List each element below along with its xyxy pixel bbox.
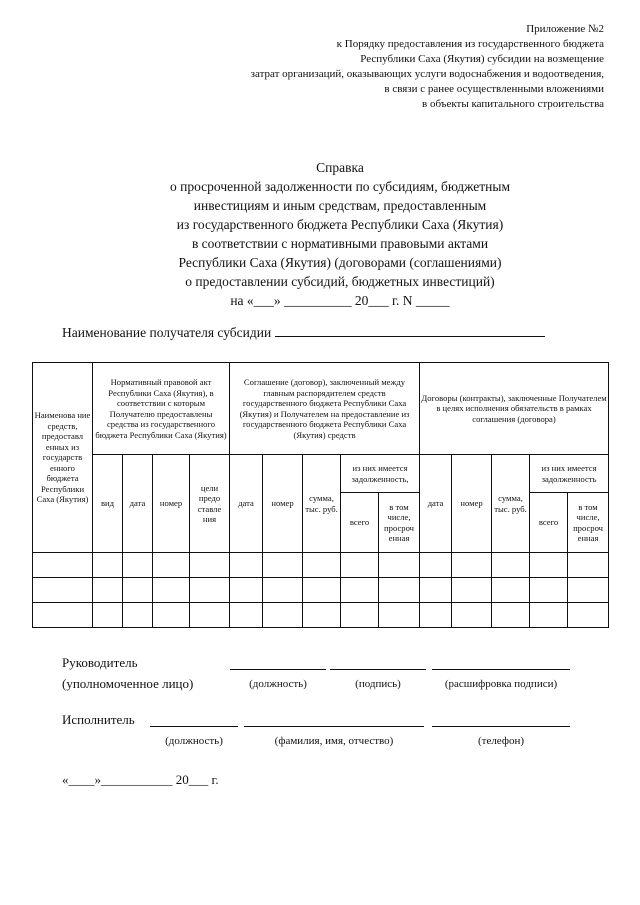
- table-row: [33, 578, 609, 603]
- table-cell[interactable]: [303, 578, 341, 603]
- header-debt-group: из них имеется задолженность,: [341, 455, 420, 493]
- table-cell[interactable]: [123, 578, 153, 603]
- table-cell[interactable]: [230, 553, 263, 578]
- title-line: о просроченной задолженности по субсидиям, бюджетным: [169, 179, 510, 194]
- table-cell[interactable]: [123, 603, 153, 628]
- document-title: [70, 158, 610, 310]
- table-cell[interactable]: [341, 603, 379, 628]
- table-cell[interactable]: [420, 578, 452, 603]
- table-cell[interactable]: [379, 603, 420, 628]
- table-cell[interactable]: [530, 578, 568, 603]
- date-line: «____»___________ 20___ г.: [62, 772, 219, 787]
- title-line: из государственного бюджета Республики Саха (Якутия): [176, 217, 504, 232]
- header-number: номер: [452, 455, 492, 553]
- table-row: [33, 553, 609, 578]
- appendix-line: в объекты капитального строительства: [422, 98, 604, 110]
- table-cell[interactable]: [568, 553, 609, 578]
- table-cell[interactable]: [33, 553, 93, 578]
- table-cell[interactable]: [303, 553, 341, 578]
- act-group-header: Нормативный правовой акт Республики Саха (Якутия), в соответствии с которым Получателю предоставлены средства из государственного бюджета Республики Саха (Якутия): [93, 363, 230, 455]
- appendix-line: в связи с ранее осуществленными вложениями: [384, 83, 604, 95]
- table-cell[interactable]: [230, 578, 263, 603]
- table-cell[interactable]: [341, 578, 379, 603]
- table-cell[interactable]: [33, 603, 93, 628]
- table-cell[interactable]: [93, 603, 123, 628]
- signature-line[interactable]: [330, 669, 426, 670]
- table-cell[interactable]: [93, 553, 123, 578]
- header-vid: вид: [93, 455, 123, 553]
- title-line: в соответствии с нормативными правовыми актами: [191, 236, 489, 251]
- executor-position-caption: (должность): [165, 735, 223, 747]
- table-cell[interactable]: [452, 553, 492, 578]
- table-cell[interactable]: [379, 578, 420, 603]
- header-debt-group: из них имеется задолженность: [530, 455, 609, 493]
- executor-phone-line[interactable]: [432, 726, 570, 727]
- appendix-block: [134, 22, 604, 112]
- title-line: о предоставлении субсидий, бюджетных инвестиций): [185, 274, 495, 289]
- executor-phone-caption: (телефон): [477, 735, 525, 747]
- appendix-line: Приложение №2: [526, 23, 604, 35]
- table-cell[interactable]: [420, 603, 452, 628]
- title-line: Республики Саха (Якутия) (договорами (соглашениями): [178, 255, 502, 270]
- debt-table: [32, 362, 609, 628]
- table-cell[interactable]: [153, 603, 190, 628]
- head-sublabel: (уполномоченное лицо): [62, 676, 194, 691]
- table-cell[interactable]: [492, 553, 530, 578]
- executor-fio-caption: (фамилия, имя, отчество): [274, 735, 394, 747]
- table-cell[interactable]: [93, 578, 123, 603]
- decoding-line[interactable]: [432, 669, 570, 670]
- col-recipient-header: Наименова ние средств, предоставл енных из государств енного бюджета Республики Саха (Якутия): [33, 363, 93, 553]
- appendix-line: Республики Саха (Якутия) субсидии на возмещение: [360, 53, 604, 65]
- table-row: [33, 603, 609, 628]
- position-line[interactable]: [230, 669, 326, 670]
- table-cell[interactable]: [530, 553, 568, 578]
- table-cell[interactable]: [33, 578, 93, 603]
- table-cell[interactable]: [230, 603, 263, 628]
- table-cell[interactable]: [263, 553, 303, 578]
- title-line: инвестициям и иным средствам, предоставленным: [193, 198, 487, 213]
- table-cell[interactable]: [341, 553, 379, 578]
- table-cell[interactable]: [303, 603, 341, 628]
- title-date-line: на «___» __________ 20___ г. N _____: [230, 293, 450, 308]
- table-cell[interactable]: [420, 553, 452, 578]
- table-cell[interactable]: [379, 553, 420, 578]
- table-cell[interactable]: [568, 603, 609, 628]
- recipient-field[interactable]: [275, 323, 545, 337]
- table-cell[interactable]: [263, 578, 303, 603]
- executor-label: Исполнитель: [62, 712, 135, 727]
- recipient-row: [62, 323, 545, 341]
- table-cell[interactable]: [530, 603, 568, 628]
- header-date: дата: [230, 455, 263, 553]
- table-cell[interactable]: [190, 603, 230, 628]
- table-cell[interactable]: [492, 578, 530, 603]
- table-cell[interactable]: [153, 578, 190, 603]
- header-total: всего: [341, 493, 379, 553]
- position-caption: (должность): [249, 678, 307, 690]
- table-cell[interactable]: [263, 603, 303, 628]
- header-purposes: цели предо ставле ния: [190, 455, 230, 553]
- head-label: Руководитель: [62, 655, 138, 670]
- decoding-caption: (расшифровка подписи): [444, 678, 558, 690]
- signature-caption: (подпись): [355, 678, 401, 690]
- contracts-group-header: Договоры (контракты), заключенные Получателем в целях исполнения обязательств в рамках соглашения (договора): [420, 363, 609, 455]
- header-sum: сумма, тыс. руб.: [492, 455, 530, 553]
- header-number: номер: [263, 455, 303, 553]
- header-date: дата: [123, 455, 153, 553]
- table-cell[interactable]: [123, 553, 153, 578]
- table-cell[interactable]: [190, 578, 230, 603]
- table-cell[interactable]: [190, 553, 230, 578]
- header-sum: сумма, тыс. руб.: [303, 455, 341, 553]
- executor-position-line[interactable]: [150, 726, 238, 727]
- header-total: всего: [530, 493, 568, 553]
- header-date: дата: [420, 455, 452, 553]
- table-cell[interactable]: [492, 603, 530, 628]
- executor-fio-line[interactable]: [244, 726, 424, 727]
- agreement-group-header: Соглашение (договор), заключенный между главным распорядителем средств государственного бюджета Республики Саха (Якутия) и Получателем на предоставление из государственного бюджета Республики Саха (Якутия) средств: [230, 363, 420, 455]
- appendix-line: затрат организаций, оказывающих услуги водоснабжения и водоотведения,: [250, 68, 604, 80]
- table-cell[interactable]: [452, 603, 492, 628]
- recipient-label: Наименование получателя субсидии: [62, 325, 272, 340]
- header-overdue: в том числе, просроч енная: [379, 493, 420, 553]
- table-cell[interactable]: [452, 578, 492, 603]
- header-number: номер: [153, 455, 190, 553]
- header-overdue: в том числе, просроч енная: [568, 493, 609, 553]
- title-line: Справка: [316, 160, 364, 175]
- appendix-line: к Порядку предоставления из государственного бюджета: [336, 38, 604, 50]
- table-cell[interactable]: [568, 578, 609, 603]
- table-cell[interactable]: [153, 553, 190, 578]
